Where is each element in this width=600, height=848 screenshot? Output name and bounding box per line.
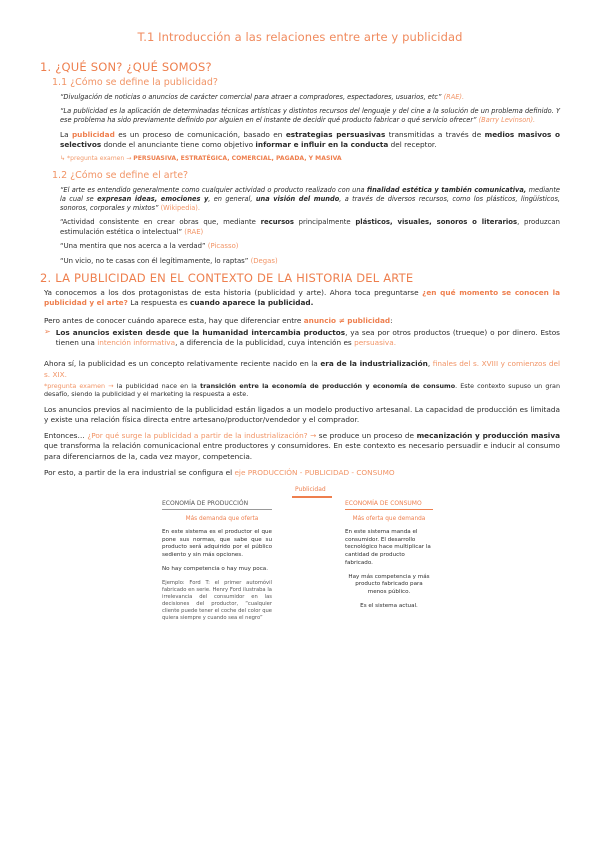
publicidad-definition: La publicidad es un proceso de comunicación, basado en estrategias persuasivas transmitidas a través de medios masivos o selectivos donde el anunciante tiene como objetivo informar e influir en la conducta del receptor.	[60, 130, 560, 150]
economia-consumo-heading: ECONOMÍA DE CONSUMO	[345, 500, 433, 511]
quote-wikipedia: “El arte es entendido generalmente como cualquier actividad o producto realizado con una finalidad estética y también comunicativa, mediante la cual se expresan ideas, emociones y, en general, una visión del mundo, a través de diversos recursos, como los plásticos, lingüísticos, sonoros, corporales y mixtos” (Wikipedia).	[60, 185, 560, 212]
economia-produccion-text-1: En este sistema es el productor el que pone sus normas, que sabe que su producto será adquirido por el público sediento y sin más opciones.	[162, 528, 272, 559]
section-2-body	[44, 288, 560, 477]
economia-produccion-text-2: No hay competencia o hay muy poca.	[162, 565, 268, 572]
quote-rae-publicidad: “Divulgación de noticias o anuncios de carácter comercial para atraer a compradores, espectadores, usuarios, etc” (RAE).	[60, 93, 465, 101]
source-levinson: (Barry Levinson).	[478, 116, 536, 125]
quote-levinson: “La publicidad es la aplicación de determinadas técnicas artísticas y distintos recursos del lenguaje y del cine a la solución de un problema definido. Y ese problema ha sido previamente definido por alguien en el instante de decidir qué producto fabricar o qué servicio ofrecer” (Barry Levinson).	[60, 107, 560, 125]
s2-bullet-anuncios: ➢ Los anuncios existen desde que la humanidad intercambia productos, ya sea por otros productos (trueque) o por dinero. Estos tienen una intención informativa, a diferencia de la publicidad, cuya intención es persuasiva.	[44, 328, 560, 353]
quote-picasso: “Una mentira que nos acerca a la verdad” (Picasso)	[60, 242, 239, 251]
subsection-1-2-heading: 1.2 ¿Cómo se define el arte?	[52, 169, 189, 181]
s2-artesanal: Los anuncios previos al nacimiento de la publicidad están ligados a un modelo productivo artesanal. La capacidad de producción es limitada y existe una relación física directa entre artesano/productor/vendedor y el comprador.	[44, 405, 560, 425]
economia-consumo-text-3: Es el sistema actual.	[360, 602, 418, 609]
section-2-heading: 2. LA PUBLICIDAD EN EL CONTEXTO DE LA HISTORIA DEL ARTE	[40, 271, 414, 286]
s2-mecanizacion: Entonces… ¿Por qué surge la publicidad a partir de la industrialización? → se produce un proceso de mecanización y producción masiva que transforma la relación comunicacional entre productores y consumidores. En este contexto es necesario persuadir e inducir al consumo para diferenciarnos de la, cada vez mayor, competencia.	[44, 431, 560, 461]
economia-produccion-example: Ejemplo: Ford T: el primer automóvil fabricado en serie. Henry Ford ilustraba la irrelevancia del consumidor en las decisiones del productor, “cualquier cliente puede tener el coche del color que quiera siempre y cuando sea el negro”	[162, 579, 272, 622]
s2-anuncio-vs-publicidad: Pero antes de conocer cuándo aparece esta, hay que diferenciar entre anuncio ≠ publicidad:	[44, 316, 393, 326]
economia-produccion-heading: ECONOMÍA DE PRODUCCIÓN	[162, 500, 272, 511]
s2-eje: Por esto, a partir de la era industrial se configura el eje PRODUCCIÓN - PUBLICIDAD - CONSUMO	[44, 467, 395, 477]
s2-intro: Ya conocemos a los dos protagonistas de esta historia (publicidad y arte). Ahora toca preguntarse ¿en qué momento se conocen la publicidad y el arte? La respuesta es cuando aparece la publicidad.	[44, 288, 560, 308]
economia-consumo-subtitle: Más oferta que demanda	[352, 516, 426, 523]
diagram-right-column	[345, 500, 433, 617]
quote-rae-arte: “Actividad consistente en crear obras que, mediante recursos principalmente plásticos, visuales, sonoros o literarios, produzcan estimulación estética o intelectual” (RAE)	[60, 218, 560, 236]
diagram-left-column	[162, 500, 272, 629]
economia-produccion-subtitle: Más demanda que oferta	[185, 516, 259, 523]
subsection-1-1-heading: 1.1 ¿Cómo se define la publicidad?	[52, 77, 218, 88]
diagram-publicidad-label: Publicidad	[295, 485, 326, 493]
economia-consumo-text-1: En este sistema manda el consumidor. El desarrollo tecnológico hace multiplicar la cantidad de producto fabricado.	[345, 528, 431, 566]
economia-consumo-text-2: Hay más competencia y más producto fabricado para menos público.	[348, 573, 430, 595]
section-1-1-body	[60, 93, 560, 164]
diagram-arrow-line	[292, 496, 332, 498]
source-rae: (RAE).	[443, 93, 465, 101]
s2-industrializacion: Ahora sí, la publicidad es un concepto relativamente reciente nacido en la era de la industrialización, finales del s. XVIII y comienzos del s. XIX.	[44, 359, 561, 379]
exam-note-2: *pregunta examen → la publicidad nace en la transición entre la economía de producción y economía de consumo. Este contexto supuso un gran desafío, siendo la publicidad y el marketing la respuesta a este.	[44, 381, 560, 399]
document-title: T.1 Introducción a las relaciones entre arte y publicidad	[137, 30, 463, 44]
section-1-heading: 1. ¿QUÉ SON? ¿QUÉ SOMOS?	[40, 60, 212, 74]
economy-diagram	[40, 486, 560, 716]
bullet-arrow-icon: ➢	[44, 327, 51, 337]
quote-degas: “Un vicio, no te casas con él legítimamente, lo raptas” (Degas)	[60, 256, 278, 265]
section-1-2-body	[60, 186, 560, 266]
exam-note-1: ↳ *pregunta examen → PERSUASIVA, ESTRATÉGICA, COMERCIAL, PAGADA, Y MASIVA	[60, 155, 342, 163]
